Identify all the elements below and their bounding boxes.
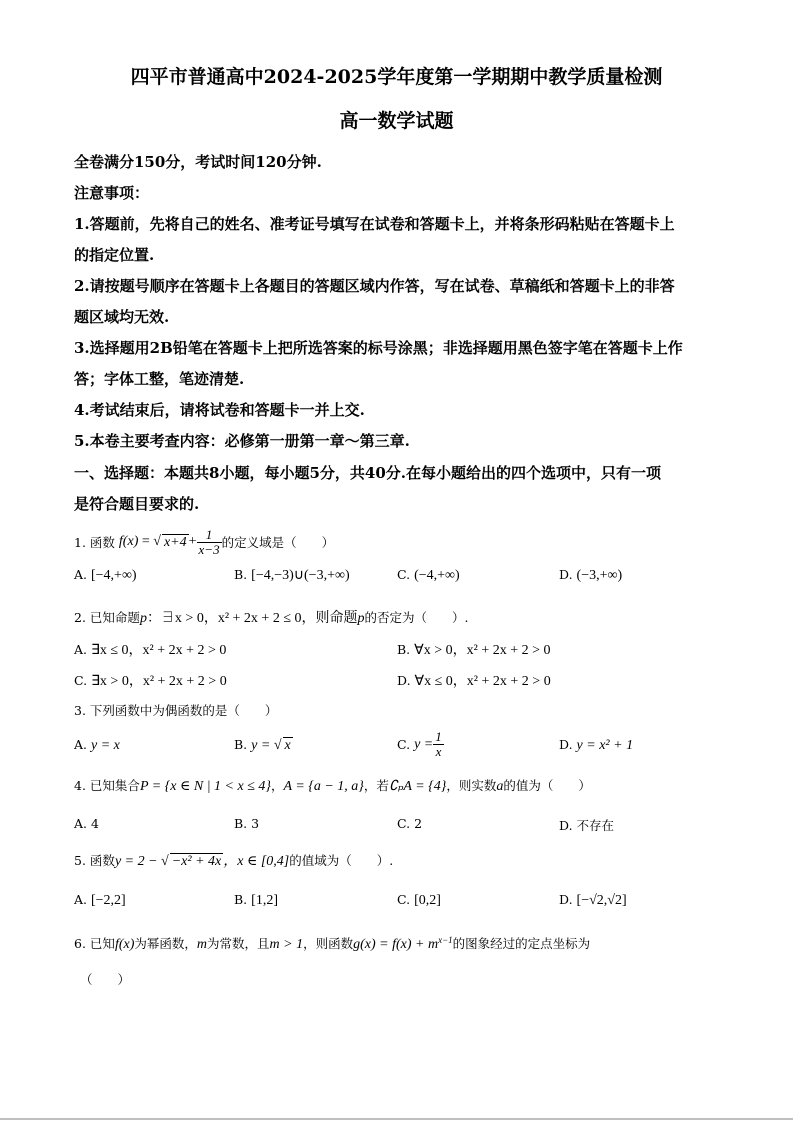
question-text: ， (271, 778, 284, 793)
option-label: B. (397, 642, 411, 657)
option-value: 3 (251, 816, 260, 831)
score-time-line: 全卷满分150分，考试时间120分钟. (74, 153, 322, 171)
question-text: 的图象经过的定点坐标为 (452, 936, 591, 951)
sqrt-term: x (284, 738, 291, 753)
question-number: 5. (74, 853, 86, 868)
fraction-denominator: x (435, 744, 442, 759)
option-a (74, 567, 137, 584)
question-4 (74, 776, 591, 795)
option-value: [−4,−3)∪(−3,+∞) (251, 568, 350, 583)
option-a (74, 737, 120, 754)
option-value: 4 (91, 816, 99, 831)
set-p: P = {x ∈ N | 1 < x ≤ 4} (139, 779, 271, 794)
question-5: 5. 函数y = 2 − √ −x² + 4x ，x ∈ [0,4]的值域为（ ）. (74, 853, 394, 869)
option-value: [−√2,√2] (576, 893, 627, 908)
function-f: f(x) (114, 937, 135, 952)
option-label: A. (74, 892, 88, 907)
option-label: D. (559, 892, 573, 907)
question-text: 函数 (89, 853, 115, 868)
section-heading: 一、选择题：本题共8小题，每小题5分，共40分.在每小题给出的四个选项中，只有一项 (74, 464, 661, 482)
option-value: ∃x > 0，x² + 2x + 2 > 0 (91, 674, 227, 689)
proposition-symbol: p (357, 611, 365, 626)
option-label: C. (74, 673, 88, 688)
option-label: C. (397, 816, 411, 831)
sqrt-term: x+4 (163, 534, 187, 550)
note-line: 5.本卷主要考查内容：必修第一册第一章～第三章. (74, 432, 410, 450)
section-heading-cont: 是符合题目要求的. (74, 495, 200, 513)
variable-a: a (496, 779, 504, 794)
option-label: D. (559, 567, 573, 582)
option-label: A. (74, 642, 88, 657)
option-a (74, 816, 99, 831)
option-value: ∀x ≤ 0，x² + 2x + 2 > 0 (414, 674, 551, 689)
option-value: 2 (414, 816, 423, 831)
option-a (74, 892, 126, 909)
question-2 (74, 607, 469, 627)
option-label: C. (397, 567, 411, 582)
option-value: ∀x > 0，x² + 2x + 2 > 0 (414, 643, 551, 658)
question-text: 下列函数中为偶函数的是（ ） (89, 703, 278, 718)
note-line: 3.选择题用2B铅笔在答题卡上把所选答案的标号涂黑；非选择题用黑色签字笔在答题卡上作 (74, 339, 683, 357)
question-number: 2. (74, 610, 86, 625)
question-text: 的值为（ ） (503, 778, 591, 793)
notice-heading: 注意事项： (74, 184, 150, 202)
option-c (397, 816, 422, 831)
option-value: (−4,+∞) (414, 568, 460, 583)
option-d (559, 567, 622, 584)
question-text: ，则函数 (303, 936, 354, 951)
note-line: 答；字体工整，笔迹清楚. (74, 370, 245, 388)
option-d (559, 816, 614, 834)
option-label: B. (234, 737, 248, 752)
exam-title: 四平市普通高中2024-2025学年度第一学期期中教学质量检测 (130, 66, 663, 88)
option-value: [0,2] (414, 893, 441, 908)
question-number: 3. (74, 703, 86, 718)
option-value: y = x (91, 738, 120, 753)
question-text: 已知 (89, 936, 115, 951)
question-lead: 函数 (89, 535, 115, 550)
question-6 (74, 934, 590, 953)
question-text: ，若 (363, 778, 389, 793)
note-line: 2.请按题号顺序在答题卡上各题目的答题区域内作答，写在试卷、草稿纸和答题卡上的非答 (74, 277, 675, 295)
option-label: B. (234, 567, 248, 582)
option-label: C. (397, 737, 411, 752)
condition-expression: m > 1 (269, 937, 304, 952)
option-c (74, 670, 227, 690)
plus-sign: + (188, 534, 197, 549)
question-text: 已知命题 (89, 610, 140, 625)
note-line: 的指定位置. (74, 246, 155, 264)
option-label: B. (234, 816, 248, 831)
option-d (397, 670, 551, 690)
variable-m: m (196, 937, 208, 952)
exponent: x−1 (438, 934, 453, 945)
option-a (74, 639, 226, 659)
question-text: 为幂函数， (134, 936, 197, 951)
answer-paren: （ ） (80, 972, 131, 987)
note-line: 1.答题前，先将自己的姓名、准考证号填写在试卷和答题卡上，并将条形码粘贴在答题卡上 (74, 215, 675, 233)
option-value: [1,2] (251, 893, 278, 908)
option-b (234, 892, 278, 909)
question-number: 6. (74, 936, 86, 951)
option-label: D. (397, 673, 411, 688)
function-g: g(x) = f(x) + m (353, 937, 439, 952)
question-3 (74, 701, 277, 719)
fraction-denominator: x−3 (198, 541, 220, 557)
note-line: 题区域均无效. (74, 308, 170, 326)
complement-set: ∁ₚA = {4} (388, 779, 447, 794)
option-label: B. (234, 892, 248, 907)
option-label: D. (559, 818, 573, 833)
sqrt-term: −x² + 4x (171, 854, 222, 869)
option-label: A. (74, 567, 88, 582)
fraction-numerator: 1 (197, 528, 222, 543)
option-d (559, 737, 633, 754)
question-text: ，则实数 (446, 778, 497, 793)
option-value: y = (251, 738, 274, 753)
question-number: 4. (74, 778, 86, 793)
fraction-term (433, 730, 444, 759)
option-c (397, 567, 460, 584)
question-text: 已知集合 (89, 778, 140, 793)
fraction-term (197, 528, 222, 557)
question-1: 1. 函数 f(x) = √ x+4 + $\frac{1}{x-3}$ 的定义域是（ ） (74, 526, 335, 557)
option-c (397, 892, 441, 909)
option-value: (−3,+∞) (576, 568, 623, 583)
option-label: A. (74, 816, 88, 831)
option-b (234, 567, 350, 584)
option-label: C. (397, 892, 411, 907)
proposition-symbol: p (139, 611, 147, 626)
question-text: 的否定为（ ）. (364, 610, 469, 625)
option-value: [−2,2] (91, 893, 126, 908)
function-expression: y = 2 − (114, 854, 162, 869)
note-line: 4.考试结束后，请将试卷和答题卡一并上交. (74, 401, 365, 419)
option-b: B. y = √ x (234, 737, 291, 753)
question-text: ：∃x > 0，x² + 2x + 2 ≤ 0，则命题 (146, 611, 358, 626)
option-value: [−4,+∞) (91, 568, 137, 583)
exam-subtitle: 高一数学试题 (339, 110, 454, 132)
option-value: 不存在 (576, 818, 615, 833)
page-bottom-rule (0, 1118, 793, 1120)
question-number: 1. (74, 534, 86, 550)
domain-expression: ，x ∈ [0,4] (223, 854, 290, 869)
set-a: A = {a − 1, a} (283, 779, 364, 794)
function-name: f(x) (118, 534, 139, 549)
question-text: 为常数，且 (207, 936, 270, 951)
option-label: D. (559, 737, 573, 752)
question-tail: 的定义域是（ ） (221, 535, 335, 550)
option-value: ∃x ≤ 0，x² + 2x + 2 > 0 (91, 643, 227, 658)
option-c (397, 730, 444, 759)
option-label: A. (74, 737, 88, 752)
option-d (559, 892, 627, 909)
fraction-numerator: 1 (435, 729, 442, 744)
option-b (397, 639, 551, 659)
option-value: y = x² + 1 (576, 738, 634, 753)
question-text: 的值域为（ ）. (289, 853, 394, 868)
option-b (234, 816, 259, 831)
option-value: y = (414, 736, 434, 752)
